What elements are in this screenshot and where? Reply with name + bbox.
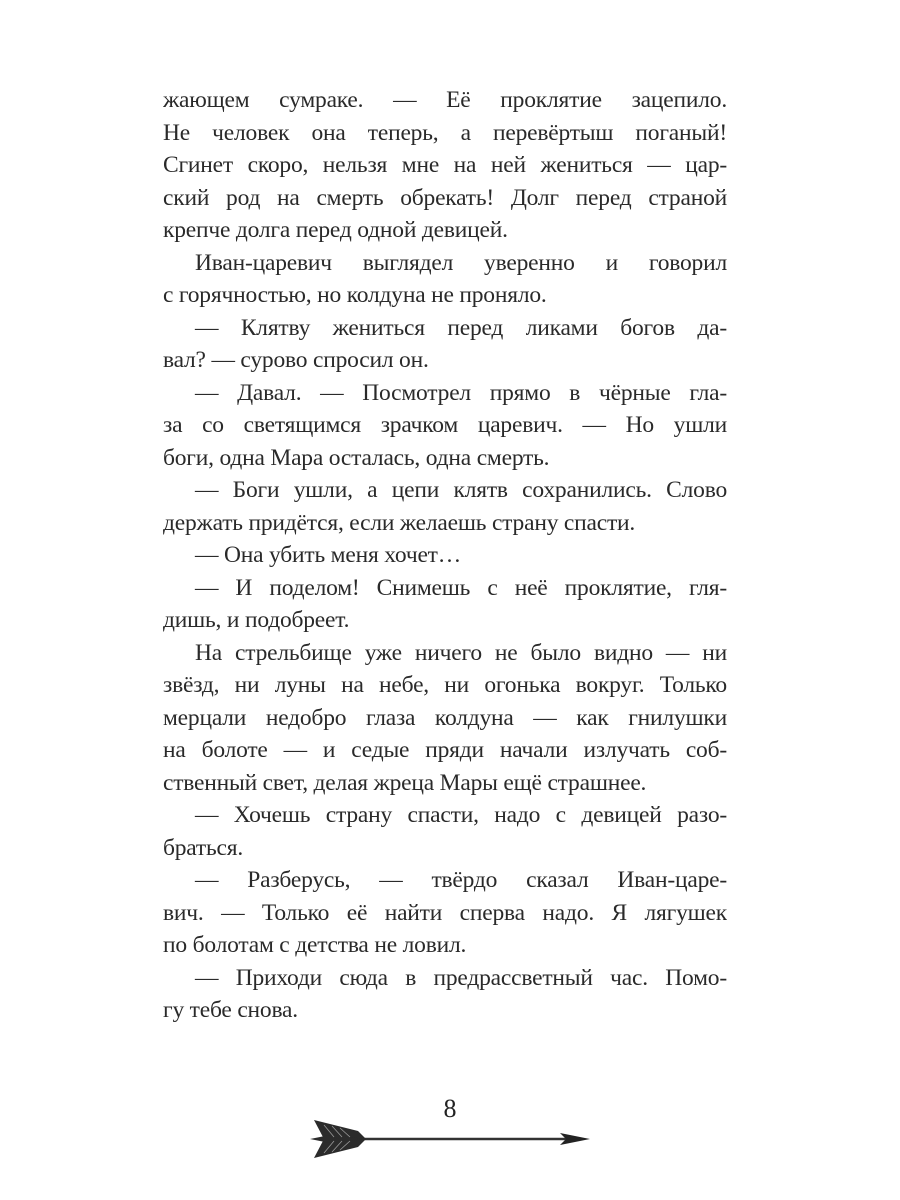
page-body-text bbox=[163, 84, 727, 1027]
text-line: с горячностью, но колдуна не проняло. bbox=[163, 282, 547, 308]
text-line: по болотам с детства не ловил. bbox=[163, 932, 467, 958]
text-line: держать придётся, если желаешь страну спасти. bbox=[163, 509, 636, 536]
text-line: ственный свет, делая жреца Мары ещё страшнее. bbox=[163, 769, 647, 796]
text-line: звёзд, ни луны на небе, ни огонька вокруг. Только bbox=[163, 672, 727, 698]
text-line: крепче долга перед одной девицей. bbox=[163, 217, 508, 243]
text-line: Не человек она теперь, а перевёртыш поганый! bbox=[163, 119, 727, 146]
text-line: Сгинет скоро, нельзя мне на ней жениться — цар- bbox=[163, 152, 727, 178]
text-line: ский род на смерть обрекать! Долг перед страной bbox=[163, 184, 727, 211]
text-line: жающем сумраке. — Её проклятие зацепило. bbox=[163, 87, 727, 113]
text-line: мерцали недобро глаза колдуна — как гнилушки bbox=[163, 704, 727, 731]
text-line: — Клятву жениться перед ликами богов да- bbox=[195, 314, 727, 341]
text-line: боги, одна Мара осталась, одна смерть. bbox=[163, 444, 550, 471]
text-line: за со светящимся зрачком царевич. — Но ушли bbox=[163, 412, 727, 438]
text-line: гу тебе снова. bbox=[163, 997, 298, 1023]
text-line: — Хочешь страну спасти, надо с девицей разо- bbox=[195, 802, 727, 828]
text-line: На стрельбище уже ничего не было видно — ни bbox=[195, 639, 727, 666]
text-line: вал? — сурово спросил он. bbox=[163, 347, 429, 373]
arrow-icon bbox=[310, 1115, 590, 1165]
text-line: — Разберусь, — твёрдо сказал Иван-царе- bbox=[195, 867, 727, 893]
page-number: 8 bbox=[443, 1094, 457, 1123]
text-line: — И поделом! Снимешь с неё проклятие, гля- bbox=[195, 574, 727, 601]
text-line: на болоте — и седые пряди начали излучать соб- bbox=[163, 737, 727, 763]
text-line: браться. bbox=[163, 834, 244, 861]
text-line: Иван-царевич выглядел уверенно и говорил bbox=[195, 249, 727, 276]
text-line: вич. — Только её найти сперва надо. Я лягушек bbox=[163, 899, 727, 926]
text-line: — Боги ушли, а цепи клятв сохранились. Слово bbox=[195, 477, 727, 503]
text-line: — Приходи сюда в предрассветный час. Помо- bbox=[195, 964, 727, 991]
text-line: — Давал. — Посмотрел прямо в чёрные гла- bbox=[195, 379, 727, 406]
text-line: — Она убить меня хочет… bbox=[195, 542, 462, 568]
text-line: дишь, и подобреет. bbox=[163, 607, 350, 633]
